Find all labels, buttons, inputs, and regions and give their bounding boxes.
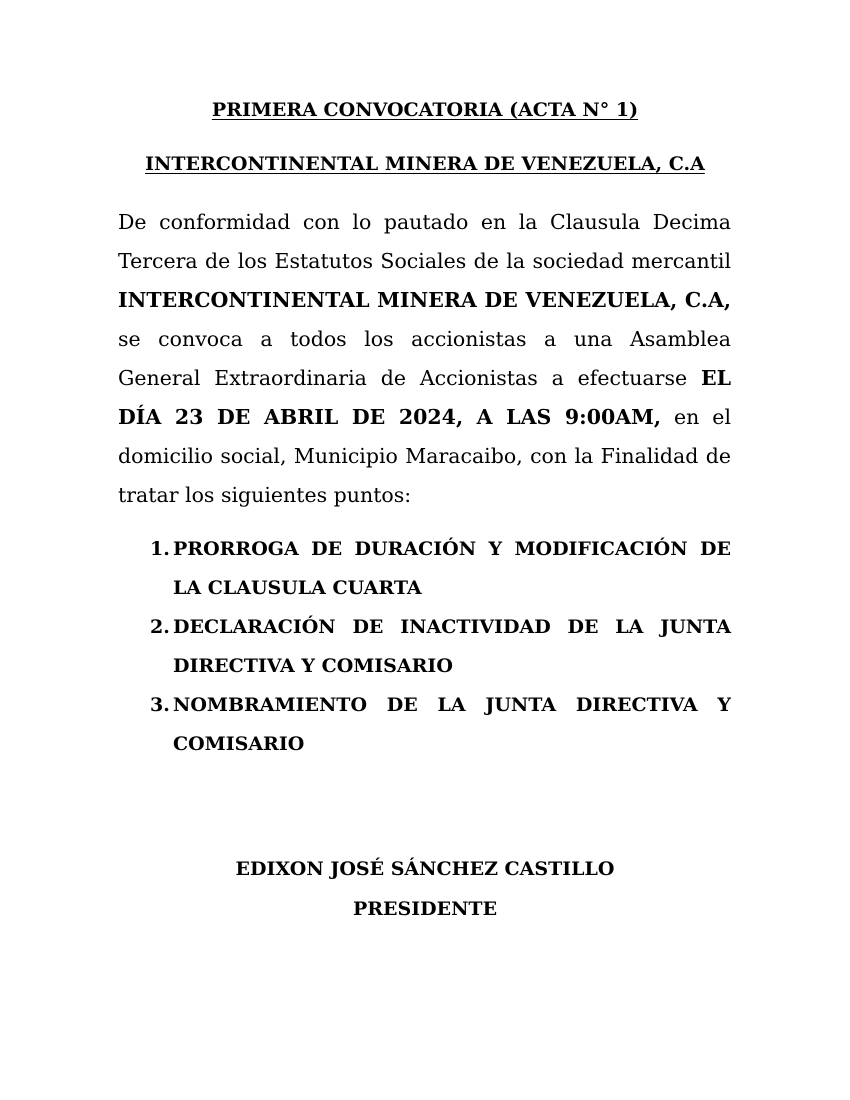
- agenda-item-text: PRORROGA DE DURACIÓN Y MODIFICACIÓN DE LA CLAUSULA CUARTA: [173, 538, 731, 599]
- document-title: PRIMERA CONVOCATORIA (ACTA N° 1): [211, 99, 639, 121]
- agenda-item-number: 2.: [150, 616, 170, 638]
- agenda-item-text: NOMBRAMIENTO DE LA JUNTA DIRECTIVA Y COMISARIO: [173, 694, 731, 755]
- agenda-item: [118, 530, 731, 608]
- agenda-item-number: 3.: [150, 694, 170, 716]
- signatory-name: EDIXON JOSÉ SÁNCHEZ CASTILLO: [235, 858, 615, 880]
- meeting-date: EL DÍA 23 DE ABRIL DE 2024, A LAS 9:00AM,: [118, 366, 731, 429]
- agenda-item: [118, 686, 731, 764]
- agenda-item: [118, 608, 731, 686]
- agenda-list: [118, 530, 731, 764]
- signatory-role: PRESIDENTE: [352, 898, 498, 920]
- body-company-name: INTERCONTINENTAL MINERA DE VENEZUELA, C.A,: [118, 288, 731, 312]
- body-text-part2: se convoca a todos los accionistas a una Asamblea General Extraordinaria de Accionistas a efectuarse: [118, 327, 731, 390]
- body-text-part3: en el domicilio social, Municipio Maracaibo, con la Finalidad de tratar los siguientes puntos:: [118, 405, 731, 507]
- agenda-item-text: DECLARACIÓN DE INACTIVIDAD DE LA JUNTA DIRECTIVA Y COMISARIO: [173, 616, 731, 677]
- body-paragraph: [118, 203, 731, 515]
- company-heading: INTERCONTINENTAL MINERA DE VENEZUELA, C.A: [145, 153, 705, 175]
- body-text-part1: De conformidad con lo pautado en la Clausula Decima Tercera de los Estatutos Sociales de la sociedad mercantil: [118, 210, 731, 273]
- agenda-item-number: 1.: [150, 538, 170, 560]
